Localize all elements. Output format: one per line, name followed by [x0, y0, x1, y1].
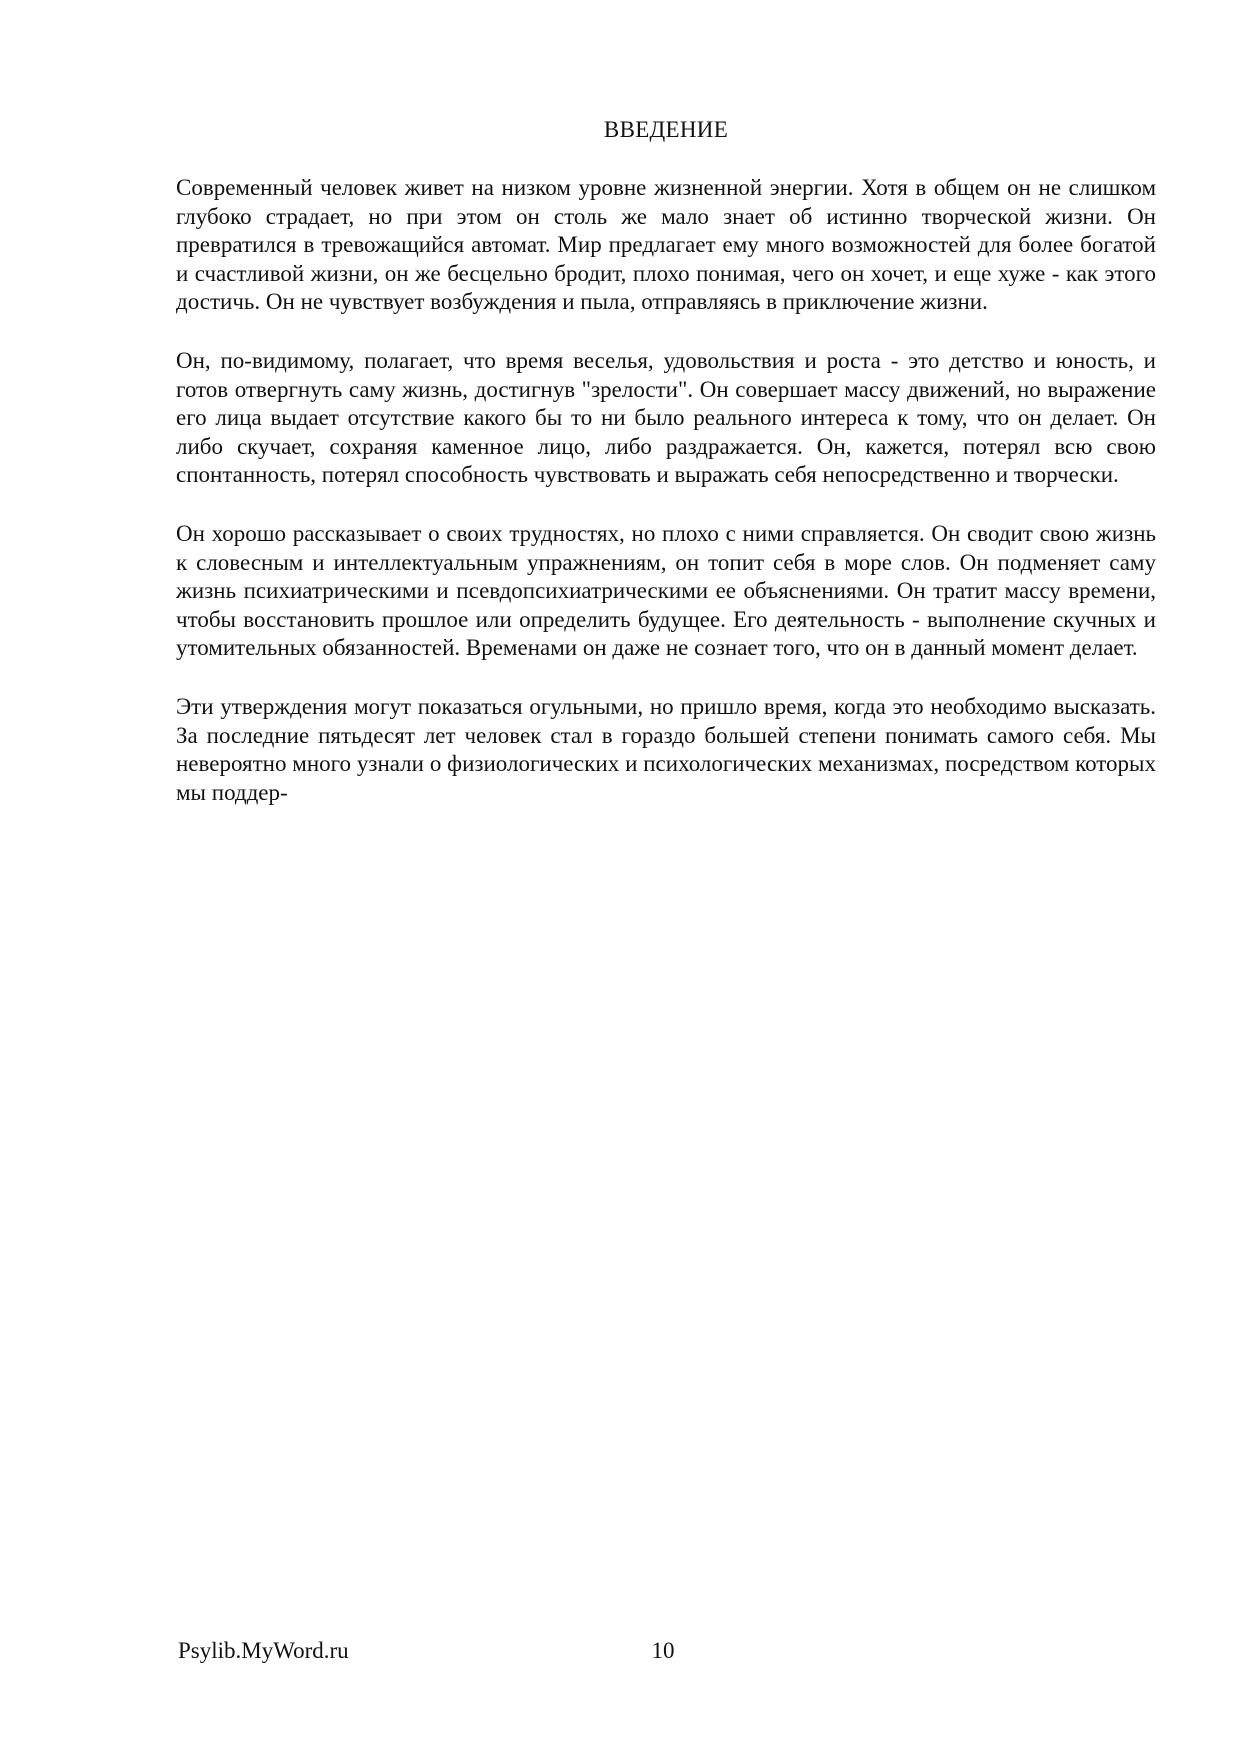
body-text — [176, 174, 1156, 837]
page-title: ВВЕДЕНИЕ — [603, 117, 729, 142]
paragraph-4: Эти утверждения могут показаться огульными, но пришло время, когда это необходимо высказать. За последние пятьдесят лет человек стал в гораздо большей степени понимать самого себя. Мы невероятно много узнали о физиологических и психологических механизмах, посредством которых мы поддер- — [176, 693, 1156, 805]
footer-site-name: Psylib.MyWord.ru — [178, 1638, 349, 1663]
paragraph-3: Он хорошо рассказывает о своих трудностях, но плохо с ними справляется. Он сводит свою жизнь к словесным и интеллектуальным упражнениям, он топит себя в море слов. Он подменяет саму жизнь психиатрическими и псевдопсихиатрическими ее объяснениями. Он тратит массу времени, чтобы восстановить прошлое или определить будущее. Его деятельность - выполнение скучных и утомительных обязанностей. Временами он даже не сознает того, что он в данный момент делает. — [176, 520, 1156, 661]
paragraph-1: Современный человек живет на низком уровне жизненной энергии. Хотя в общем он не слишком глубоко страдает, но при этом он столь же мало знает об истинно творческой жизни. Он превратился в тревожащийся автомат. Мир предлагает ему много возможностей для более богатой и счастливой жизни, он же бесцельно бродит, плохо понимая, чего он хочет, и еще хуже - как этого достичь. Он не чувствует возбуждения и пыла, отправляясь в приключение жизни. — [176, 175, 1156, 315]
page-footer — [0, 1638, 1240, 1670]
page-number: 10 — [651, 1638, 675, 1663]
paragraph-2: Он, по-видимому, полагает, что время веселья, удовольствия и роста - это детство и юность, и готов отвергнуть саму жизнь, достигнув "зрелости". Он совершает массу движений, но выражение его лица выдает отсутствие какого бы то ни было реального интереса к тому, что он делает. Он либо скучает, сохраняя каменное лицо, либо раздражается. Он, кажется, потерял всю свою спонтанность, потерял способность чувствовать и выражать себя непосредственно и творчески. — [176, 347, 1156, 488]
